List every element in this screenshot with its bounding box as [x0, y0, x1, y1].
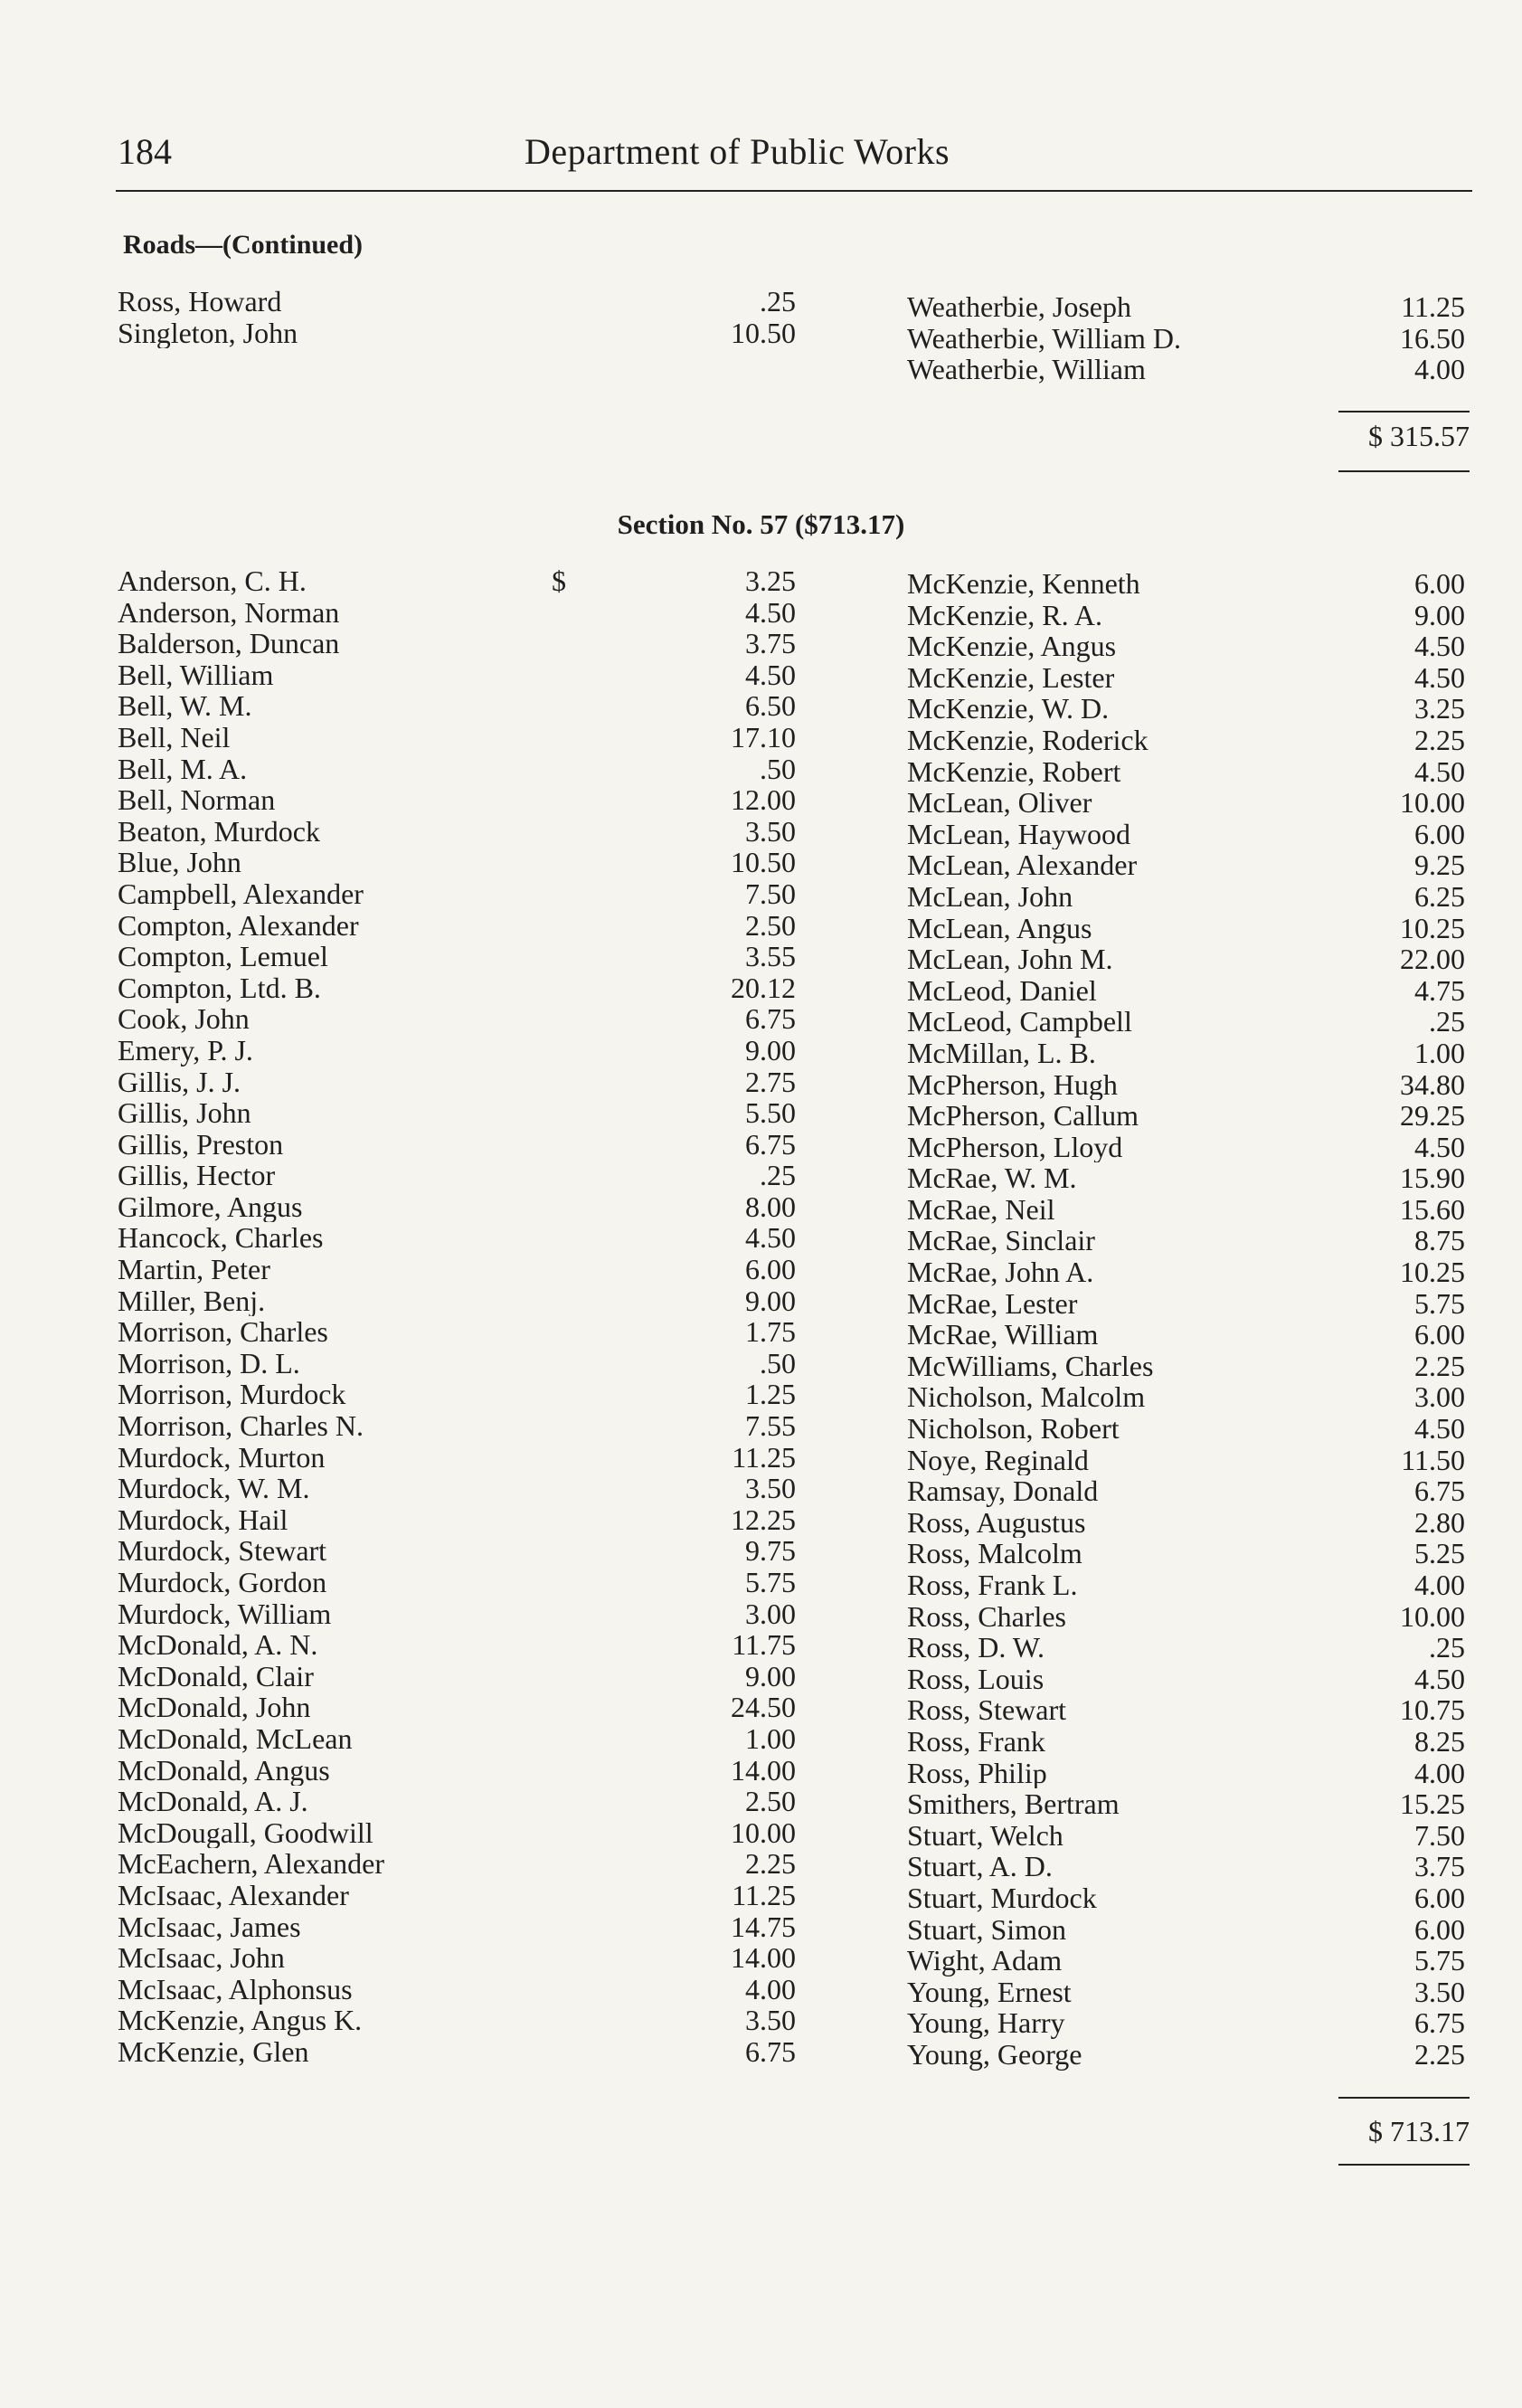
entry-name: Martin, Peter	[118, 1254, 270, 1285]
entry-name: Bell, M. A.	[118, 753, 248, 785]
entry-amount: 2.25	[745, 1848, 796, 1880]
entry-amount: 5.25	[1414, 1538, 1465, 1569]
entry-amount: 4.50	[1414, 1413, 1465, 1445]
list-item	[0, 1381, 1522, 1413]
entry-amount: 4.75	[1414, 974, 1465, 1007]
entry-name: Noye, Reginald	[907, 1444, 1089, 1476]
list-item	[0, 725, 1522, 756]
entry-name: Miller, Benj.	[118, 1285, 266, 1317]
entry-name: Young, George	[907, 2038, 1082, 2071]
entry-name: McWilliams, Charles	[907, 1350, 1154, 1382]
entry-amount: 3.25	[745, 565, 796, 597]
entry-name: Anderson, C. H.	[118, 565, 307, 597]
entry-amount: 11.50	[1401, 1444, 1465, 1476]
entry-name: McDonald, A. N.	[118, 1629, 318, 1661]
entry-name: McPherson, Callum	[907, 1100, 1139, 1132]
entry-name: McLean, Oliver	[907, 787, 1092, 819]
entry-name: Gillis, John	[118, 1097, 251, 1129]
entry-name: Bell, Norman	[118, 784, 276, 816]
entry-name: McKenzie, R. A.	[907, 599, 1102, 631]
entry-name: McMillan, L. B.	[907, 1037, 1096, 1069]
entry-name: McKenzie, Robert	[907, 755, 1121, 788]
entry-name: Cook, John	[118, 1003, 250, 1035]
list-item	[0, 1758, 1522, 1789]
entry-name: McRae, Neil	[907, 1193, 1055, 1226]
entry-amount: 7.50	[1414, 1819, 1465, 1852]
section-right-list	[0, 568, 1522, 2071]
entry-amount: 2.50	[745, 909, 796, 942]
entry-amount: 2.50	[745, 1786, 796, 1817]
list-item	[0, 1914, 1522, 1946]
entry-amount: 17.10	[731, 721, 796, 754]
list-item	[0, 753, 1522, 788]
entry-amount: 10.50	[731, 317, 796, 349]
list-item	[0, 1788, 1522, 1820]
page-title: Department of Public Works	[525, 131, 950, 172]
list-item	[0, 1664, 1522, 1695]
list-item	[0, 1162, 1522, 1194]
entry-amount: 34.80	[1400, 1068, 1465, 1101]
list-item	[0, 1632, 1522, 1664]
entry-amount: 10.00	[731, 1816, 796, 1849]
entry-name: Morrison, Charles N.	[118, 1410, 364, 1442]
list-item	[0, 1694, 1522, 1726]
list-item	[0, 1351, 1522, 1382]
entry-amount: 5.75	[745, 1567, 796, 1598]
entry-amount: 14.00	[731, 1754, 796, 1787]
entry-amount: 4.50	[745, 1222, 796, 1255]
list-item	[0, 1569, 1522, 1601]
list-item	[0, 881, 1522, 913]
entry-name: McKenzie, Roderick	[907, 724, 1149, 756]
list-item	[0, 1288, 1522, 1320]
list-item	[0, 693, 1522, 725]
list-item	[0, 1319, 1522, 1351]
list-item	[0, 1225, 1522, 1256]
entry-amount: 3.50	[745, 1473, 796, 1504]
entry-amount: 6.75	[1414, 1475, 1465, 1507]
entry-name: Young, Ernest	[907, 1976, 1072, 2008]
list-item	[0, 323, 1522, 355]
entry-name: McDougall, Goodwill	[118, 1816, 373, 1849]
entry-name: Young, Harry	[907, 2007, 1065, 2039]
page-number: 184	[118, 131, 172, 172]
total-rule-section	[1338, 2164, 1470, 2166]
total-rule-top	[1338, 470, 1470, 472]
list-item	[0, 975, 1522, 1007]
entry-amount: 6.00	[1414, 1319, 1465, 1351]
entry-amount: 2.25	[1414, 2038, 1465, 2071]
entry-name: Ross, Stewart	[907, 1694, 1066, 1726]
entry-name: McPherson, Hugh	[907, 1068, 1118, 1101]
entry-amount: 1.00	[1414, 1037, 1465, 1069]
list-item	[0, 2007, 1522, 2039]
entry-amount: 6.25	[1414, 880, 1465, 913]
list-item	[0, 943, 1522, 975]
entry-name: McLean, Haywood	[907, 818, 1131, 850]
entry-name: Compton, Alexander	[118, 909, 359, 942]
entry-name: McDonald, John	[118, 1692, 311, 1723]
entry-name: McDonald, McLean	[118, 1722, 353, 1755]
top-right-list	[0, 291, 1522, 385]
list-item	[0, 849, 1522, 881]
entry-name: McLean, Alexander	[907, 849, 1138, 881]
entry-name: Blue, John	[118, 847, 241, 878]
entry-name: Compton, Ltd. B.	[118, 972, 321, 1004]
entry-amount: 6.00	[1414, 1882, 1465, 1914]
entry-amount: 5.75	[1414, 1945, 1465, 1977]
entry-name: McKenzie, Glen	[118, 2035, 309, 2068]
entry-name: Gilmore, Angus	[118, 1190, 303, 1223]
list-item	[0, 568, 1522, 600]
entry-amount: 4.50	[1414, 1131, 1465, 1163]
entry-name: Bell, William	[118, 659, 274, 691]
entry-amount: 3.55	[745, 941, 796, 972]
section-total: $ 713.17	[1368, 2115, 1470, 2147]
entry-amount: 4.50	[1414, 755, 1465, 788]
entry-amount: .25	[760, 1160, 796, 1191]
entry-amount: .25	[1429, 1632, 1465, 1664]
entry-amount: 22.00	[1400, 943, 1465, 975]
entry-amount: 6.50	[745, 690, 796, 722]
entry-name: Emery, P. J.	[118, 1034, 253, 1067]
subheading: Roads—(Continued)	[123, 230, 364, 260]
entry-amount: 9.00	[745, 1660, 796, 1692]
entry-amount: 6.00	[1414, 818, 1465, 850]
entry-name: Smithers, Bertram	[907, 1788, 1120, 1820]
entry-amount: 4.50	[1414, 1663, 1465, 1695]
entry-name: McDonald, Clair	[118, 1660, 314, 1692]
entry-name: Murdock, William	[118, 1597, 332, 1630]
entry-name: Ross, Howard	[118, 286, 282, 318]
list-item	[0, 1475, 1522, 1507]
entry-amount: 12.25	[731, 1503, 796, 1536]
entry-amount: 15.60	[1400, 1193, 1465, 1226]
entry-amount: 3.50	[745, 2005, 796, 2036]
entry-name: Murdock, Murton	[118, 1441, 326, 1474]
entry-name: Ramsay, Donald	[907, 1475, 1099, 1507]
entry-amount: 2.25	[1414, 1350, 1465, 1382]
top-total: $ 315.57	[1368, 420, 1470, 452]
list-item	[0, 1601, 1522, 1633]
entry-name: McKenzie, Lester	[907, 661, 1115, 694]
entry-amount: 11.75	[732, 1629, 796, 1661]
entry-amount: 6.75	[745, 2035, 796, 2068]
entry-amount: 5.50	[745, 1097, 796, 1129]
entry-name: Murdock, Hail	[118, 1503, 288, 1536]
entry-name: McLeod, Campbell	[907, 1006, 1132, 1038]
entry-amount: 6.75	[1414, 2007, 1465, 2039]
entry-name: Nicholson, Malcolm	[907, 1381, 1146, 1414]
entry-name: Stuart, Murdock	[907, 1882, 1097, 1914]
entry-name: Ross, D. W.	[907, 1632, 1045, 1664]
entry-name: Weatherbie, Joseph	[907, 291, 1131, 323]
list-item	[0, 600, 1522, 631]
entry-amount: 10.75	[1400, 1694, 1465, 1726]
entry-name: McLean, John	[907, 880, 1073, 913]
entry-amount: 11.25	[732, 1879, 796, 1911]
entry-name: McDonald, A. J.	[118, 1786, 308, 1817]
entry-amount: 4.50	[745, 659, 796, 691]
entry-name: McLeod, Daniel	[907, 974, 1097, 1007]
entry-name: Ross, Philip	[907, 1757, 1047, 1789]
list-item	[0, 913, 1522, 944]
header-rule	[116, 190, 1472, 192]
entry-amount: 15.90	[1400, 1162, 1465, 1194]
entry-name: McPherson, Lloyd	[907, 1131, 1123, 1163]
entry-amount: 10.50	[731, 847, 796, 878]
entry-amount: 12.00	[731, 784, 796, 816]
entry-name: Murdock, Gordon	[118, 1567, 327, 1598]
entry-name: Compton, Lemuel	[118, 941, 328, 972]
entry-name: McLean, Angus	[907, 912, 1092, 944]
entry-name: Murdock, Stewart	[118, 1535, 327, 1567]
list-item	[0, 291, 1522, 323]
entry-amount: 7.55	[745, 1410, 796, 1442]
entry-name: Ross, Frank L.	[907, 1569, 1078, 1601]
entry-amount: 2.25	[1414, 724, 1465, 756]
entry-name: Ross, Malcolm	[907, 1538, 1082, 1569]
entry-name: Morrison, Murdock	[118, 1379, 346, 1411]
entry-amount: 3.75	[1414, 1851, 1465, 1882]
entry-amount: 29.25	[1400, 1100, 1465, 1132]
entry-amount: 1.75	[745, 1316, 796, 1348]
entry-name: Ross, Augustus	[907, 1506, 1086, 1539]
entry-amount: 9.75	[745, 1535, 796, 1567]
entry-name: McEachern, Alexander	[118, 1848, 384, 1880]
entry-amount: 14.75	[731, 1910, 796, 1943]
list-item	[0, 662, 1522, 694]
list-item	[0, 1066, 1522, 1101]
entry-amount: 3.75	[745, 628, 796, 659]
entry-amount: 10.00	[1400, 1600, 1465, 1633]
entry-amount: 3.00	[1414, 1381, 1465, 1414]
entry-amount: 3.00	[745, 1597, 796, 1630]
entry-amount: 8.25	[1414, 1725, 1465, 1758]
entry-name: McLean, John M.	[907, 943, 1113, 975]
entry-amount: 4.00	[745, 1973, 796, 2005]
entry-amount: 5.75	[1414, 1287, 1465, 1320]
entry-amount: 4.00	[1414, 1757, 1465, 1789]
list-item	[0, 630, 1522, 662]
list-item	[0, 1507, 1522, 1539]
entry-name: Morrison, D. L.	[118, 1347, 300, 1379]
entry-name: Ross, Frank	[907, 1725, 1045, 1758]
entry-amount: 2.80	[1414, 1506, 1465, 1539]
entry-amount: .25	[1429, 1006, 1465, 1038]
entry-name: McRae, Sinclair	[907, 1225, 1095, 1257]
entry-name: Murdock, W. M.	[118, 1473, 310, 1504]
entry-amount: 4.50	[745, 596, 796, 629]
list-item	[0, 1038, 1522, 1069]
entry-name: McKenzie, Angus K.	[118, 2005, 363, 2036]
entry-amount: 7.50	[745, 877, 796, 910]
entry-amount: 20.12	[731, 972, 796, 1004]
list-item	[0, 1194, 1522, 1226]
list-item	[0, 2039, 1522, 2071]
entry-name: Singleton, John	[118, 317, 298, 349]
entry-name: McKenzie, W. D.	[907, 693, 1110, 725]
entry-name: Anderson, Norman	[118, 596, 340, 629]
entry-name: McKenzie, Kenneth	[907, 568, 1140, 600]
list-item	[0, 787, 1522, 819]
entry-amount: 3.50	[1414, 1976, 1465, 2008]
entry-amount: 6.00	[1414, 1913, 1465, 1946]
dollar-sign: $	[552, 565, 566, 597]
entry-amount: 10.25	[1400, 912, 1465, 944]
entry-name: McIsaac, James	[118, 1910, 301, 1943]
entry-name: Weatherbie, William	[907, 354, 1146, 385]
subtotal-rule-section	[1338, 2097, 1470, 2099]
entry-name: McRae, Lester	[907, 1287, 1078, 1320]
entry-amount: 2.75	[745, 1066, 796, 1098]
entry-name: McIsaac, Alexander	[118, 1879, 349, 1911]
entry-amount: 11.25	[1401, 291, 1465, 323]
entry-name: Gillis, J. J.	[118, 1066, 241, 1098]
list-item	[0, 1100, 1522, 1132]
list-item	[0, 1977, 1522, 2008]
entry-name: Ross, Charles	[907, 1600, 1066, 1633]
list-item	[0, 1256, 1522, 1288]
entry-amount: 6.00	[745, 1254, 796, 1285]
entry-amount: 9.00	[1414, 599, 1465, 631]
list-item	[0, 1726, 1522, 1758]
entry-amount: 6.00	[1414, 568, 1465, 600]
entry-amount: .25	[760, 286, 796, 318]
subtotal-rule-top	[1338, 411, 1470, 412]
entry-name: McIsaac, Alphonsus	[118, 1973, 353, 2005]
list-item	[0, 1879, 1522, 1914]
entry-amount: 1.25	[745, 1379, 796, 1411]
list-item	[0, 1413, 1522, 1445]
entry-name: Hancock, Charles	[118, 1222, 324, 1255]
entry-amount: .50	[760, 1347, 796, 1379]
entry-name: McKenzie, Angus	[907, 630, 1117, 662]
entry-name: Bell, W. M.	[118, 690, 252, 722]
list-item	[0, 1945, 1522, 1977]
entry-amount: 10.25	[1400, 1256, 1465, 1288]
entry-amount: 9.00	[745, 1285, 796, 1317]
entry-name: Ross, Louis	[907, 1663, 1045, 1695]
entry-amount: 6.75	[745, 1003, 796, 1035]
entry-amount: 4.50	[1414, 630, 1465, 662]
entry-name: Stuart, Simon	[907, 1913, 1067, 1946]
entry-amount: 6.75	[745, 1128, 796, 1161]
entry-amount: 16.50	[1400, 322, 1465, 355]
entry-name: Nicholson, Robert	[907, 1413, 1120, 1445]
entry-name: McRae, W. M.	[907, 1162, 1077, 1194]
section-heading: Section No. 57 ($713.17)	[617, 508, 905, 540]
entry-amount: 8.00	[745, 1190, 796, 1223]
entry-amount: 4.00	[1414, 354, 1465, 385]
entry-name: Campbell, Alexander	[118, 877, 364, 910]
entry-amount: 1.00	[745, 1722, 796, 1755]
entry-name: McRae, John A.	[907, 1256, 1094, 1288]
entry-name: Weatherbie, William D.	[907, 322, 1181, 355]
entry-amount: 3.25	[1414, 693, 1465, 725]
entry-name: McIsaac, John	[118, 1942, 285, 1974]
list-item	[0, 1445, 1522, 1476]
entry-amount: 15.25	[1400, 1788, 1465, 1820]
entry-name: Stuart, Welch	[907, 1819, 1064, 1852]
entry-name: Stuart, A. D.	[907, 1851, 1053, 1882]
entry-amount: 14.00	[731, 1942, 796, 1974]
entry-name: McDonald, Angus	[118, 1754, 330, 1787]
entry-name: McRae, William	[907, 1319, 1099, 1351]
entry-name: Gillis, Preston	[118, 1128, 284, 1161]
list-item	[0, 1006, 1522, 1038]
entry-amount: 3.50	[745, 815, 796, 848]
entry-name: Balderson, Duncan	[118, 628, 340, 659]
list-item	[0, 1851, 1522, 1882]
entry-amount: 8.75	[1414, 1225, 1465, 1257]
list-item	[0, 1132, 1522, 1163]
entry-amount: .50	[760, 753, 796, 785]
entry-name: Morrison, Charles	[118, 1316, 328, 1348]
entry-name: Gillis, Hector	[118, 1160, 276, 1191]
entry-amount: 4.00	[1414, 1569, 1465, 1601]
entry-name: Wight, Adam	[907, 1945, 1063, 1977]
entry-amount: 10.00	[1400, 787, 1465, 819]
entry-name: Beaton, Murdock	[118, 815, 320, 848]
list-item	[0, 354, 1522, 385]
entry-amount: 11.25	[732, 1441, 796, 1474]
entry-amount: 4.50	[1414, 661, 1465, 694]
entry-amount: 9.00	[745, 1034, 796, 1067]
entry-amount: 9.25	[1414, 849, 1465, 881]
list-item	[0, 1820, 1522, 1852]
list-item	[0, 819, 1522, 850]
entry-name: Bell, Neil	[118, 721, 231, 754]
list-item	[0, 1538, 1522, 1569]
entry-amount: 24.50	[731, 1692, 796, 1723]
